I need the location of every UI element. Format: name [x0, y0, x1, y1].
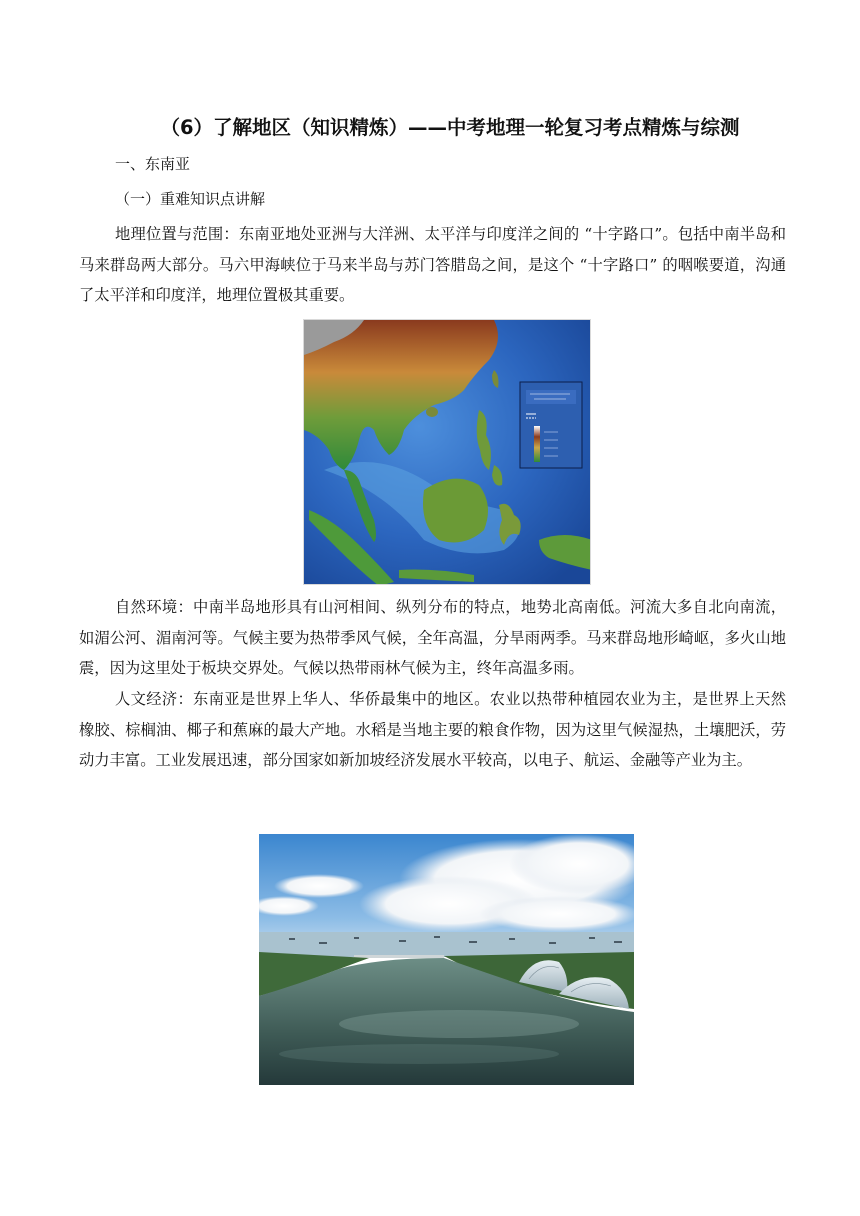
page-title: （6）了解地区（知识精炼）——中考地理一轮复习考点精炼与综测 [160, 116, 740, 139]
subsection-heading: （一）重难知识点讲解 [115, 190, 266, 208]
southeast-asia-topographic-map [303, 319, 591, 585]
paragraph-human-economy: 人文经济：东南亚是世界上华人、华侨最集中的地区。农业以热带种植园农业为主，是世界上天然橡胶、棕榈油、椰子和蕉麻的最大产地。水稻是当地主要的粮食作物，因为这里气候湿热，土壤肥沃，劳动力丰富。工业发展迅速，部分国家如新加坡经济发展水平较高，以电子、航运、金融等产业为主。 [79, 690, 786, 769]
paragraph-natural-environment: 自然环境：中南半岛地形具有山河相间、纵列分布的特点，地势北高南低。河流大多自北向南流，如湄公河、湄南河等。气候主要为热带季风气候，全年高温，分旱雨两季。马来群岛地形崎岖，多火山地震，因为这里处于板块交界处。气候以热带雨林气候为主，终年高温多雨。 [79, 598, 786, 677]
section-heading: 一、东南亚 [115, 155, 191, 173]
paragraph-location: 地理位置与范围：东南亚地处亚洲与大洋洲、太平洋与印度洋之间的 “十字路口”。包括中南半岛和马来群岛两大部分。马六甲海峡位于马来半岛与苏门答腊岛之间，是这个 “十字路口” 的咽喉要道，沟通了太平洋和印度洋，地理位置极其重要。 [79, 225, 786, 304]
singapore-waterfront-photo [259, 834, 634, 1085]
